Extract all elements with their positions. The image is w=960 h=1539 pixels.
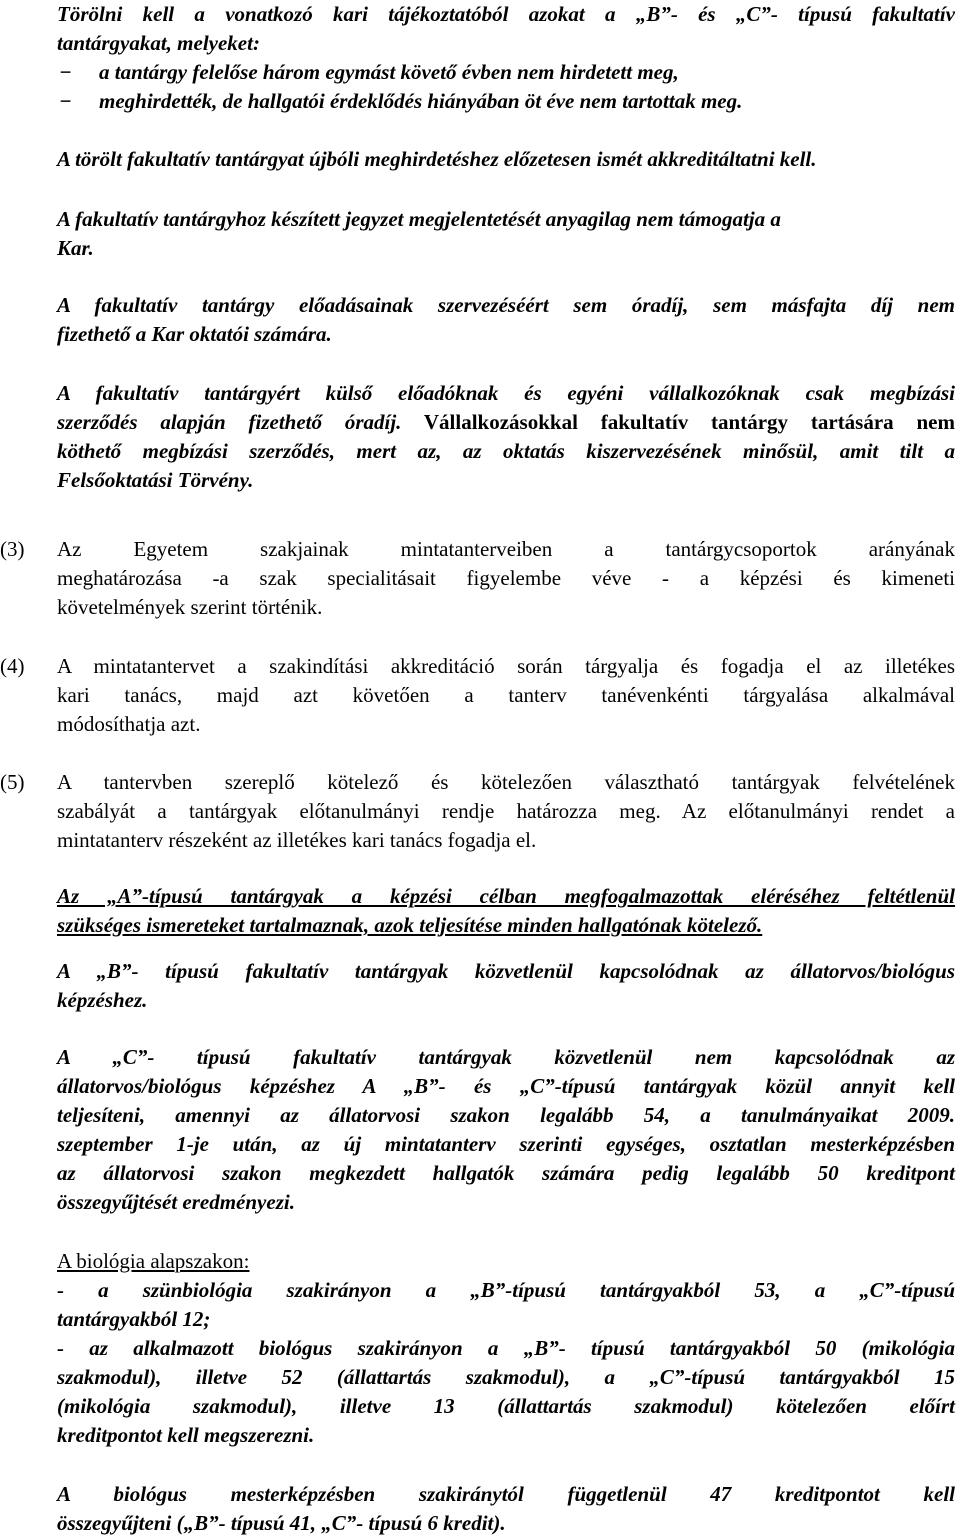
list-item-text: meghirdették, de hallgatói érdeklődés hiányában öt éve nem tartottak meg. xyxy=(99,89,743,113)
paragraph-line: A törölt fakultatív tantárgyat újbóli meghirdetéshez előzetesen ismét akkreditáltatni kell. xyxy=(57,147,817,171)
paragraph-line: kari tanács, majd azt követően a tanterv tanévenkénti tárgyalása alkalmával xyxy=(57,683,955,707)
paragraph-line: A „B”- típusú fakultatív tantárgyak közvetlenül kapcsolódnak az állatorvos/biológus xyxy=(57,959,955,983)
section-number: (3) xyxy=(0,537,25,561)
paragraph-line: összegyűjtését eredményezi. xyxy=(57,1190,295,1214)
paragraph-line: teljesíteni, amennyi az állatorvosi szakon legalább 54, a tanulmányaikat 2009. xyxy=(57,1103,955,1127)
a-type-paragraph xyxy=(57,882,955,940)
list-item xyxy=(57,58,955,87)
paragraph-line: A „C”- típusú fakultatív tantárgyak közvetlenül nem kapcsolódnak az xyxy=(57,1045,955,1069)
paragraph-line: szükséges ismereteket tartalmaznak, azok teljesítése minden hallgatónak kötelező. xyxy=(57,913,763,937)
paragraph-line: - az alkalmazott biológus szakirányon a „B”- típusú tantárgyakból 50 (mikológia xyxy=(57,1336,955,1360)
fee-paragraph xyxy=(57,291,955,349)
paragraph-line: szabályát a tantárgyak előtanulmányi rendje határozza meg. Az előtanulmányi rendet a xyxy=(57,799,955,823)
paragraph-line: Kar. xyxy=(57,236,94,260)
intro-line-2: tantárgyakat, melyeket: xyxy=(57,31,260,55)
paragraph-line: A fakultatív tantárgy előadásainak szervezéséért sem óradíj, sem másfajta díj nem xyxy=(57,293,955,317)
paragraph-line: A mintatantervet a szakindítási akkreditáció során tárgyalja és fogadja el az illetékes xyxy=(57,654,955,678)
list-item xyxy=(57,87,955,116)
paragraph-line: tantárgyakból 12; xyxy=(57,1307,211,1331)
paragraph-line: A fakultatív tantárgyért külső előadóknak és egyéni vállalkozóknak csak megbízási xyxy=(57,381,955,405)
paragraph-line: köthető megbízási szerződés, mert az, az oktatás kiszervezésének minősül, amit tilt a xyxy=(57,439,955,463)
paragraph-line: szakmodul), illetve 52 (állattartás szakmodul), a „C”-típusú tantárgyakból 15 xyxy=(57,1365,955,1389)
paragraph-line: mintatanterv részeként az illetékes kari tanács fogadja el. xyxy=(57,828,537,852)
dash-marker: − xyxy=(59,60,72,84)
paragraph-line: A biológus mesterképzésben szakiránytól függetlenül 47 kreditpontot kell xyxy=(57,1482,955,1506)
paragraph-line: követelmények szerint történik. xyxy=(57,595,323,619)
paragraph-line: az állatorvosi szakon megkezdett hallgatók számára pedig legalább 50 kreditpont xyxy=(57,1161,955,1185)
list-item-text: a tantárgy felelőse három egymást követő évben nem hirdetett meg, xyxy=(99,60,679,84)
paragraph-line xyxy=(57,408,955,437)
paragraph-line: képzéshez. xyxy=(57,988,148,1012)
section-number: (4) xyxy=(0,654,25,678)
paragraph-line: módosíthatja azt. xyxy=(57,712,201,736)
paragraph-line: szeptember 1-je után, az új mintatanterv szerinti egységes, osztatlan mesterképzésben xyxy=(57,1132,955,1156)
paragraph-line: Az Egyetem szakjainak mintatanterveiben a tantárgycsoportok arányának xyxy=(57,537,955,561)
paragraph-line: állatorvos/biológus képzéshez A „B”- és „C”-típusú tantárgyak közül annyit kell xyxy=(57,1074,955,1098)
paragraph-line: meghatározása -a szak specialitásait figyelembe véve - a képzési és kimeneti xyxy=(57,566,955,590)
external-lecturer-paragraph xyxy=(57,379,955,495)
paragraph-line: (mikológia szakmodul), illetve 13 (állattartás szakmodul) kötelezően előírt xyxy=(57,1394,955,1418)
paragraph-fragment: Vállalkozásokkal fakultatív tantárgy tartására nem xyxy=(401,410,955,434)
paragraph-line: fizethető a Kar oktatói számára. xyxy=(57,322,332,346)
paragraph-line: - a szünbiológia szakirányon a „B”-típusú tantárgyakból 53, a „C”-típusú xyxy=(57,1278,955,1302)
biology-msc-paragraph xyxy=(57,1480,955,1538)
intro-line-1: Törölni kell a vonatkozó kari tájékoztatóból azokat a „B”- és „C”- típusú fakultatív xyxy=(57,2,955,26)
paragraph-line: A tantervben szereplő kötelező és kötelezően választható tantárgyak felvételének xyxy=(57,770,955,794)
c-type-paragraph xyxy=(57,1043,955,1217)
intro-paragraph xyxy=(57,0,955,58)
paragraph-fragment: szerződés alapján fizethető óradíj. xyxy=(57,410,402,434)
section-heading: A biológia alapszakon: xyxy=(57,1249,250,1273)
b-type-paragraph xyxy=(57,957,955,1015)
paragraph-line: kreditpontot kell megszerezni. xyxy=(57,1423,315,1447)
paragraph-line: Felsőoktatási Törvény. xyxy=(57,468,254,492)
paragraph-line: Az „A”-típusú tantárgyak a képzési célban megfogalmazottak eléréséhez feltétlenül xyxy=(57,884,955,908)
section-number: (5) xyxy=(0,770,25,794)
biology-bsc-paragraph xyxy=(57,1247,955,1450)
paragraph-line: A fakultatív tantárgyhoz készített jegyzet megjelentetését anyagilag nem támogatja a xyxy=(57,207,781,231)
paragraph-line: összegyűjteni („B”- típusú 41, „C”- típusú 6 kredit). xyxy=(57,1511,506,1535)
deleted-subject-paragraph xyxy=(57,145,955,174)
notes-paragraph xyxy=(57,205,955,263)
dash-marker: − xyxy=(59,89,72,113)
